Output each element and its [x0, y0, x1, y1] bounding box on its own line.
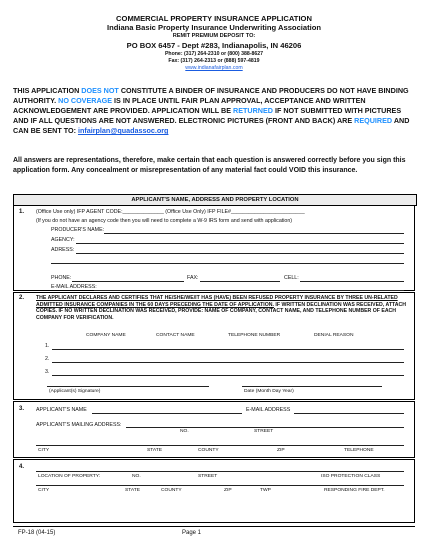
warning-text-5: AND CAN BE SENT TO: [13, 116, 410, 136]
applicant-email-label: E-MAIL ADDRESS [246, 407, 291, 413]
company-row-3-field[interactable] [52, 375, 404, 376]
phone-numbers: Phone: (317) 264-2310 or (800) 388-8627 [164, 51, 264, 57]
property-location-label: LOCATION OF PROPERTY: [38, 474, 101, 479]
mailing-telephone-caption: TELEPHONE [344, 448, 374, 453]
company-row-2-label: 2. [45, 356, 50, 362]
fire-dept-caption: RESPONDING FIRE DEPT. [324, 488, 385, 493]
property-location-line-top[interactable] [36, 471, 404, 472]
warning-text-3: IS IN PLACE UNTIL FAIR PLAN APPROVAL, ACCEPTANCE AND WRITTEN ACKNOWLEDGEMENT ARE PROVIDED. APPLICATION WILL BE [13, 96, 366, 116]
refusal-declaration-underlined: THE APPLICANT DECLARES AND CERTIFIES THAT HE/SHE/WE/IT HAS (HAVE) BEEN REFUSED PROPERTY INSURANCE BY THREE UN-RELATED ADMITTED INSURANCE COMPANIES IN THE 60 DAYS PRECEDING THE DATE OF APPLICATION. [36, 295, 398, 308]
email-label: E-MAIL ADDRESS: [51, 284, 97, 290]
mailing-no-caption: NO. [180, 429, 189, 434]
col-denial-reason: DENIAL REASON [314, 333, 354, 338]
applicant-name-field[interactable] [92, 413, 242, 414]
mailing-city-caption: CITY [38, 448, 50, 453]
representations-notice: All answers are representations, therefore, make certain that each question is answered correctly before you sign this application form. Any concealment or misrepresentation of any material fact could VOID this insurance. [13, 157, 406, 174]
cell-field[interactable] [300, 281, 404, 282]
applicant-email-field[interactable] [294, 413, 404, 414]
date-field[interactable] [242, 386, 382, 387]
warning-text-2: CONSTITUTE A BINDER OF INSURANCE AND PRODUCERS DO NOT HAVE BINDING AUTHORITY. [13, 86, 409, 106]
org-name: Indiana Basic Property Insurance Underwriting Association [106, 23, 322, 32]
col-company-name: COMPANY NAME [86, 333, 126, 338]
address-label: ADRESS: [51, 247, 75, 253]
refusal-declaration-rest: IF WRITTEN DECLINATION WAS RECEIVED, ATTACH COPIES. IF NO WRITTEN DECLINATION WAS RECEIVED, PROVIDE: NAME OF COMPANY, CONTACT NAME, AND TELEPHONE NUMBER OF EACH COMPANY FOR VERIFICATION. [36, 301, 407, 321]
refusal-declaration [36, 295, 410, 321]
property-twp-caption: TWP [260, 488, 271, 493]
warning-paragraph [13, 86, 415, 136]
fax-field[interactable] [200, 281, 280, 282]
warning-text-1: THIS APPLICATION [13, 86, 82, 95]
section-1-box [13, 205, 415, 291]
company-row-3-label: 3. [45, 369, 50, 375]
applicant-name-label: APPLICANT'S NAME [36, 407, 87, 413]
fax-label: FAX: [187, 275, 199, 281]
company-row-1-field[interactable] [52, 349, 404, 350]
mailing-address-label: APPLICANT'S MAILING ADDRESS: [36, 422, 122, 428]
warning-text-4: IF NOT SUBMITTED WITH PICTURES AND IF ALL QUESTIONS ARE NOT ANSWERED. ELECTRONIC PICTURES (FRONT AND BACK) ARE [13, 106, 402, 126]
agency-field[interactable] [76, 243, 404, 244]
property-county-caption: COUNTY [161, 488, 182, 493]
property-zip-caption: ZIP [224, 488, 232, 493]
section-1-title: APPLICANT'S NAME, ADDRESS AND PROPERTY LOCATION [13, 194, 417, 206]
col-contact-name: CONTACT NAME [156, 333, 195, 338]
form-title: COMMERCIAL PROPERTY INSURANCE APPLICATION [116, 14, 312, 23]
mailing-zip-caption: ZIP [277, 448, 285, 453]
w9-note: (If you do not have an agency code then you will need to complete a W-9 IRS form and send with application) [36, 218, 293, 224]
website-link[interactable]: www.indianafairplan.com [185, 65, 243, 71]
col-telephone-number: TELEPHONE NUMBER [228, 333, 281, 338]
remit-label: REMIT PREMIUM DEPOSIT TO: [172, 33, 256, 39]
property-state-caption: STATE [125, 488, 141, 493]
property-location-line[interactable] [36, 485, 404, 486]
address-field-line-2[interactable] [51, 263, 404, 264]
company-row-2-field[interactable] [52, 362, 404, 363]
property-no-caption: NO. [132, 474, 141, 479]
phone-label: PHONE: [51, 275, 72, 281]
agency-label: AGENCY: [51, 237, 75, 243]
section-3-box [13, 401, 415, 458]
form-number: FP-18 (04-15) [18, 530, 56, 536]
pictures-email-link[interactable]: infairplan@quadassoc.org [77, 126, 169, 136]
mailing-street-caption: STREET [254, 429, 274, 434]
iso-protection-caption: ISO PROTECTION CLASS [321, 474, 381, 479]
email-field[interactable] [94, 290, 404, 291]
cell-label: CELL: [284, 275, 299, 281]
section-2-box [13, 292, 415, 400]
office-use-line: (Office Use only) IFP AGENT CODE:______________ (Office Use Only) IFP FILE#_________________________ [36, 209, 305, 215]
no-coverage-highlight: NO COVERAGE [58, 96, 113, 106]
page-number: Page 1 [182, 530, 202, 536]
required-highlight: REQUIRED [354, 116, 393, 126]
signature-field[interactable] [47, 386, 209, 387]
property-street-caption: STREET [198, 474, 218, 479]
mailing-address: PO BOX 6457 - Dept #283, Indianapolis, IN 46206 [126, 41, 302, 50]
footer-divider [13, 526, 415, 527]
phone-field[interactable] [72, 281, 184, 282]
section-2-number: 2. [19, 295, 25, 301]
fax-numbers: Fax: (317) 264-2313 or (888) 597-4819 [168, 58, 260, 64]
producer-name-label: PRODUCER'S NAME: [51, 227, 105, 233]
city-state-line[interactable] [36, 445, 404, 446]
mailing-county-caption: COUNTY [198, 448, 219, 453]
mailing-state-caption: STATE [147, 448, 163, 453]
property-city-caption: CITY [38, 488, 50, 493]
returned-highlight: RETURNED [233, 106, 273, 116]
mailing-address-field[interactable] [126, 427, 404, 428]
section-1-number: 1. [19, 209, 25, 215]
signature-label: (Applicant(s) Signature) [49, 389, 101, 394]
address-field[interactable] [76, 253, 404, 254]
company-row-1-label: 1. [45, 343, 50, 349]
section-4-number: 4. [19, 464, 25, 470]
section-3-number: 3. [19, 406, 25, 412]
date-label: Date (Month Day Year) [244, 389, 294, 394]
section-4-box [13, 459, 415, 523]
producer-name-field[interactable] [104, 233, 404, 234]
does-not-highlight: DOES NOT [81, 86, 119, 95]
